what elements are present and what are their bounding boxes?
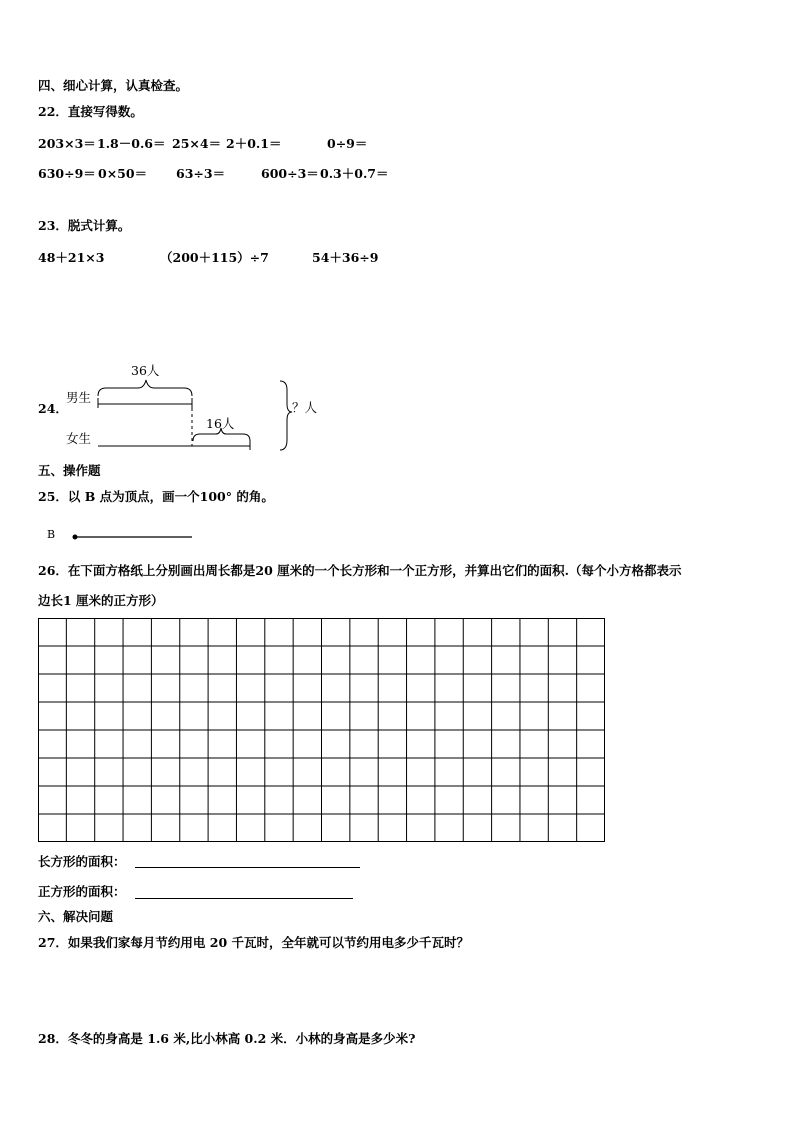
q22-item: 25×4＝ (172, 136, 222, 151)
q22-item: 630÷9＝ (38, 166, 96, 181)
section-5-title: 五、操作题 (38, 463, 101, 478)
q22-item: 1.8－0.6＝ (97, 136, 166, 151)
section-4-title: 四、细心计算，认真检查。 (38, 78, 189, 93)
q26-label-line1: 26．在下面方格纸上分别画出周长都是20 厘米的一个长方形和一个正方形，并算出它们的面积.（每个小方格都表示 (38, 563, 682, 578)
boys-label: 男生 (66, 390, 92, 405)
section-6-title: 六、解决问题 (38, 909, 114, 924)
q23-item: （200＋115）÷7 (160, 250, 269, 265)
q22-item: 0÷9＝ (327, 136, 368, 151)
square-area-label: 正方形的面积： (38, 884, 126, 899)
q22-item: 63÷3＝ (176, 166, 226, 181)
q22-item: 2＋0.1＝ (226, 136, 282, 151)
q22-item: 0×50＝ (98, 166, 148, 181)
q25-label: 25．以 B 点为顶点，画一个100° 的角。 (38, 489, 274, 504)
q27-label: 27．如果我们家每月节约用电 20 千瓦时，全年就可以节约用电多少千瓦时？ (38, 935, 469, 950)
boys-count-label: 36人 (131, 363, 160, 378)
q24-number: 24． (38, 401, 68, 416)
q22-item: 0.3＋0.7＝ (320, 166, 389, 181)
q23-item: 48＋21×3 (38, 250, 105, 265)
girls-label: 女生 (66, 431, 92, 446)
total-label: ？人 (292, 400, 318, 415)
q26-label-line2: 边长1 厘米的正方形） (38, 593, 164, 608)
square-grid[interactable] (38, 618, 605, 842)
diff-count-label: 16人 (206, 416, 235, 431)
q22-item: 203×3＝ (38, 136, 96, 151)
q22-item: 600÷3＝ (261, 166, 319, 181)
q22-label: 22．直接写得数。 (38, 104, 143, 119)
rect-area-label: 长方形的面积： (38, 854, 126, 869)
square-area-answer-line[interactable] (135, 898, 353, 899)
point-b-label: B (47, 528, 56, 541)
q28-label: 28．冬冬的身高是 1.6 米,比小林高 0.2 米．小林的身高是多少米? (38, 1031, 416, 1046)
q23-item: 54＋36÷9 (312, 250, 379, 265)
q23-label: 23．脱式计算。 (38, 218, 131, 233)
rect-area-answer-line[interactable] (135, 867, 360, 868)
